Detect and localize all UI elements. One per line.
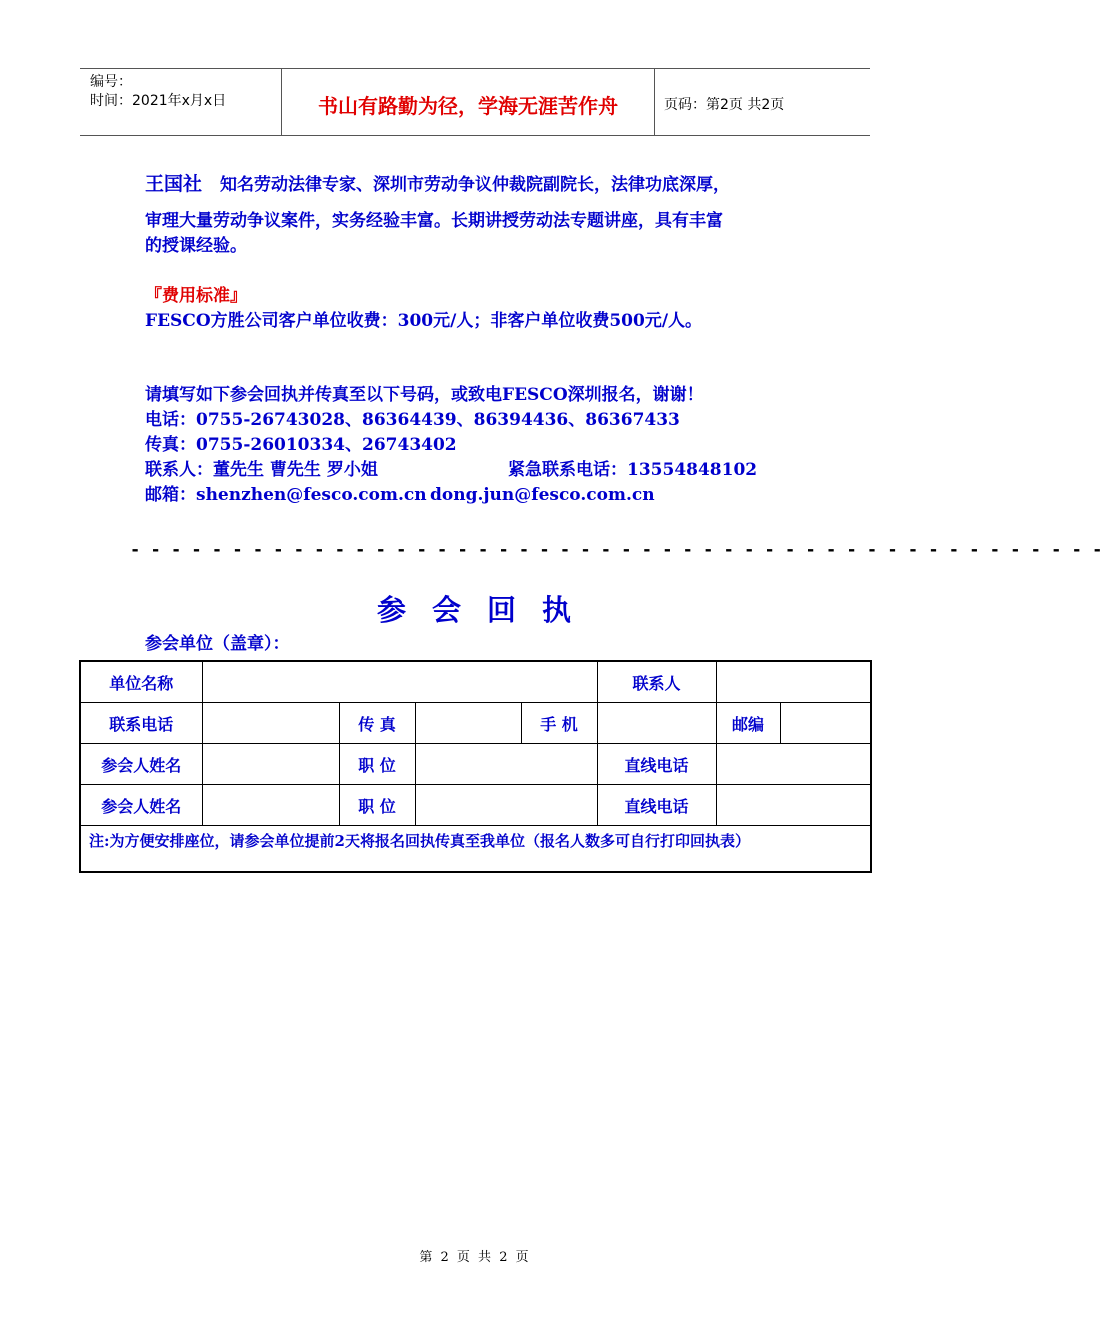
- direct-phone-field[interactable]: [716, 785, 871, 826]
- page-footer: 第 2 页 共 2 页: [419, 1250, 531, 1265]
- contact-phone: 电话：0755-26743028、86364439、86394436、86367433: [145, 410, 680, 430]
- fee-text: FESCO方胜公司客户单位收费：300元/人；非客户单位收费500元/人。: [145, 311, 703, 331]
- table-row: [80, 703, 871, 744]
- contact-phone-field[interactable]: [202, 703, 339, 744]
- position-label: 职 位: [339, 785, 415, 826]
- attendee-name-label: 参会人姓名: [80, 744, 202, 785]
- table-row: [80, 785, 871, 826]
- time-label: 时间：2021年x月x日: [90, 93, 227, 109]
- position-field[interactable]: [415, 785, 597, 826]
- table-row: [80, 661, 871, 703]
- mobile-field[interactable]: [597, 703, 716, 744]
- contact-phone-label: 联系电话: [80, 703, 202, 744]
- attendee-name-label: 参会人姓名: [80, 785, 202, 826]
- position-label: 职 位: [339, 744, 415, 785]
- unit-name-field[interactable]: [202, 661, 597, 703]
- emergency-phone: 紧急联系电话：13554848102: [508, 460, 758, 480]
- direct-phone-label: 直线电话: [597, 785, 716, 826]
- registration-table: [79, 660, 872, 873]
- lecturer-intro: [145, 172, 730, 197]
- cut-line: - - - - - - - - - - - - - - - - - - - - - - - - - - - - - - - - - - - - - - - - - - - - - - - -: [130, 540, 1102, 560]
- header-top-rule: [80, 68, 870, 69]
- page-label: 页码：第2页 共2页: [664, 97, 785, 113]
- lecturer-bio-3: 的授课经验。: [145, 236, 247, 256]
- email-1: 邮箱：shenzhen@fesco.com.cn: [145, 485, 427, 505]
- direct-phone-field[interactable]: [716, 744, 871, 785]
- fax-label: 传 真: [339, 703, 415, 744]
- lecturer-name: 王国社: [145, 173, 203, 195]
- number-label: 编号：: [90, 74, 132, 90]
- attendee-name-field[interactable]: [202, 785, 339, 826]
- email-2: dong.jun@fesco.com.cn: [430, 485, 655, 505]
- fee-heading: 『费用标准』: [145, 286, 247, 306]
- form-note: 注:为方便安排座位，请参会单位提前2天将报名回执传真至我单位（报名人数多可自行打印回执表）: [80, 826, 871, 873]
- postcode-label: 邮编: [716, 703, 780, 744]
- form-title: 参会回执: [376, 593, 597, 627]
- lecturer-bio-2: 审理大量劳动争议案件，实务经验丰富。长期讲授劳动法专题讲座，具有丰富: [145, 211, 723, 231]
- fax-field[interactable]: [415, 703, 521, 744]
- contact-persons: 联系人：董先生 曹先生 罗小姐: [145, 460, 378, 480]
- header-divider: [654, 68, 655, 135]
- unit-name-label: 单位名称: [80, 661, 202, 703]
- position-field[interactable]: [415, 744, 597, 785]
- contact-person-field[interactable]: [716, 661, 871, 703]
- motto: 书山有路勤为径，学海无涯苦作舟: [318, 94, 618, 118]
- form-unit-label: 参会单位（盖章）：: [145, 634, 290, 654]
- contact-fax: 传真：0755-26010334、26743402: [145, 435, 457, 455]
- contact-instruction: 请填写如下参会回执并传真至以下号码，或致电FESCO深圳报名，谢谢！: [145, 385, 704, 405]
- contact-person-label: 联系人: [597, 661, 716, 703]
- lecturer-bio-1: 知名劳动法律专家、深圳市劳动争议仲裁院副院长，法律功底深厚，: [220, 175, 731, 195]
- attendee-name-field[interactable]: [202, 744, 339, 785]
- mobile-label: 手 机: [521, 703, 597, 744]
- table-row: [80, 744, 871, 785]
- table-row: [80, 826, 871, 873]
- postcode-field[interactable]: [780, 703, 871, 744]
- direct-phone-label: 直线电话: [597, 744, 716, 785]
- header-bottom-rule: [80, 135, 870, 136]
